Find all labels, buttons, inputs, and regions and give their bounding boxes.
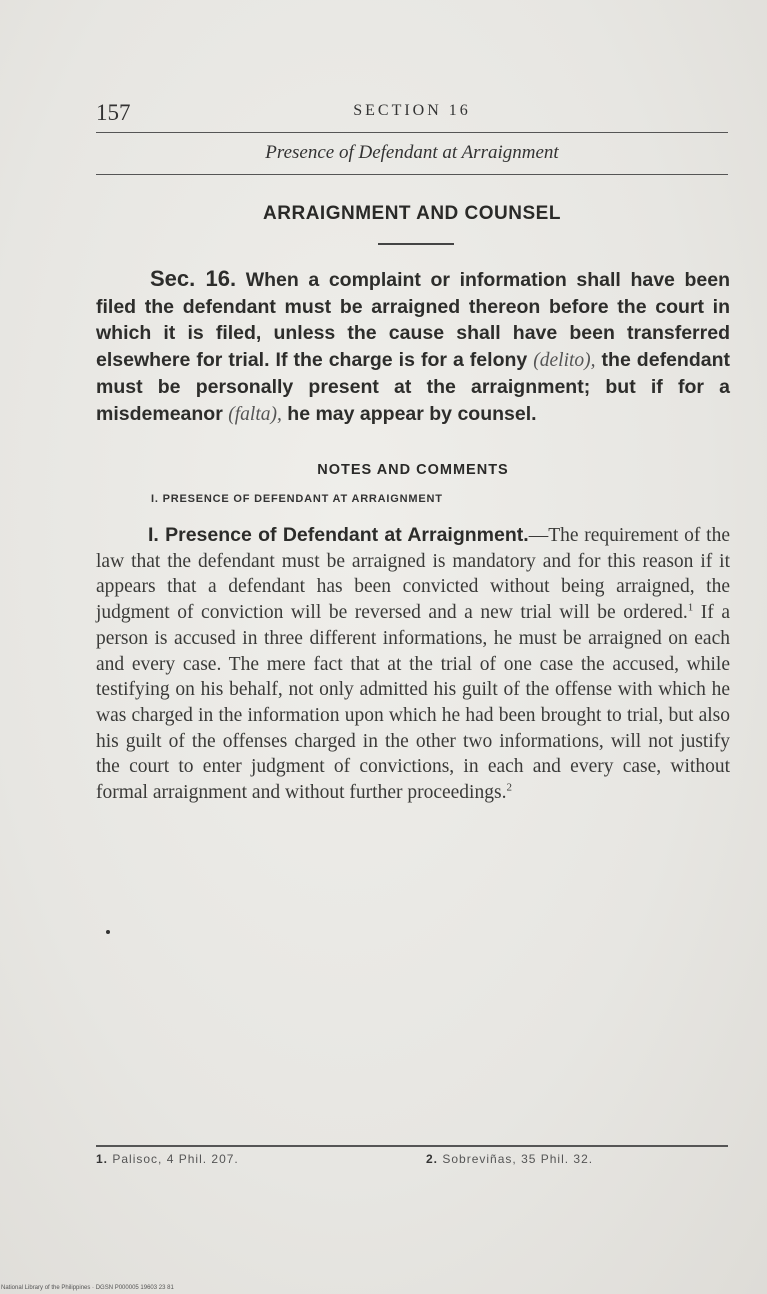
commentary-text-1: —The requirement of the law that the defendant must be arraigned is mandatory and for this reason if it appears that a defendant has been convicted without being arraigned, the judgment of conviction will be reversed and a new trial will be ordered. <box>96 525 730 624</box>
footnote-ref-1: 1 <box>687 601 694 614</box>
page-number: 157 <box>96 100 131 125</box>
footnote-rule <box>96 1145 728 1147</box>
term-falta: (falta), <box>228 403 282 425</box>
section-text-2: the defendant must be personally present at the arraignment; but if for a misdemeanor <box>96 348 730 425</box>
footnote-2-text: Sobreviñas, 35 Phil. 32. <box>442 1152 594 1166</box>
footnote-1-number: 1. <box>96 1152 109 1166</box>
commentary-paragraph <box>96 523 730 806</box>
footnote-ref-2: 2 <box>506 781 512 794</box>
section-subtitle: Presence of Defendant at Arraignment <box>96 142 728 175</box>
scan-credit: National Library of the Philippines · DGSN P000005 19603 23 81 <box>1 1285 174 1291</box>
running-header <box>96 100 728 133</box>
commentary-text-2: If a person is accused in three different informations, he must be arraigned on each and every case. The mere fact that at the trial of one case the accused, while testifying on his behalf, not only admitted his guilt of the offense with which he was charged in the information upon which he had been brought to trial, but also his guilt of the offenses charged in the other two informations, will not justify the court to enter judgment of convictions, in each and every case, without formal arraignment and without further proceedings. <box>96 602 730 804</box>
notes-heading: NOTES AND COMMENTS <box>317 462 509 478</box>
section-text-1: When a complaint or information shall have been filed the defendant must be arraigned thereon before the court in which it is filed, unless the cause shall have been transferred elsewhere for trial. If the charge is for a felony <box>96 269 730 371</box>
section-text-3: he may appear by counsel. <box>287 402 537 425</box>
commentary-lead: I. Presence of Defendant at Arraignment. <box>148 524 529 546</box>
footnote-2-number: 2. <box>426 1152 439 1166</box>
section-paragraph <box>96 266 730 428</box>
notes-subheading: I. PRESENCE OF DEFENDANT AT ARRAIGNMENT <box>151 493 443 505</box>
footnote-1-text: Palisoc, 4 Phil. 207. <box>112 1152 239 1166</box>
title-rule <box>378 243 454 245</box>
footnote-1 <box>96 1152 239 1166</box>
section-label: Sec. 16. <box>150 266 237 291</box>
term-delito: (delito), <box>533 349 596 371</box>
stray-mark <box>106 930 110 934</box>
chapter-title: ARRAIGNMENT AND COUNSEL <box>263 203 561 224</box>
section-heading: SECTION 16 <box>353 102 471 119</box>
footnote-2 <box>426 1152 593 1166</box>
